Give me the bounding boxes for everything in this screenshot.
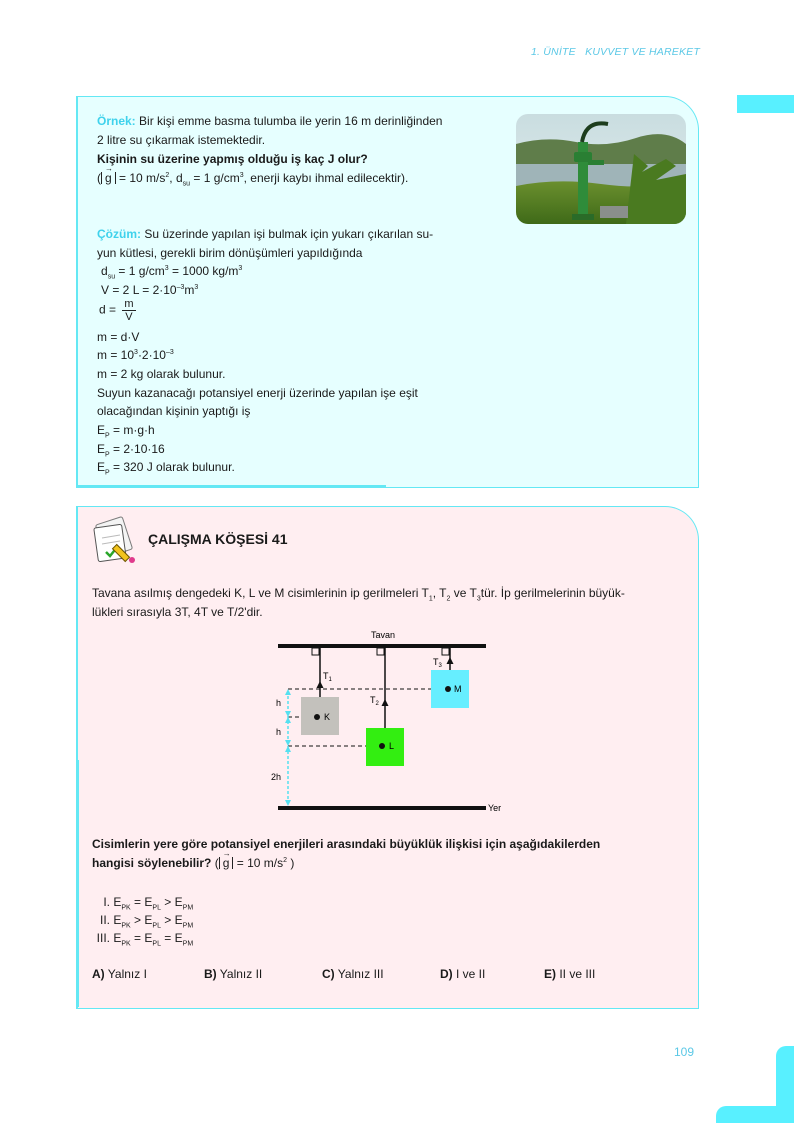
- option-b-text: Yalnız II: [216, 967, 263, 981]
- eq5-a: m = 10: [97, 348, 135, 362]
- hanging-masses-diagram: [260, 625, 520, 826]
- equation-density: $d_{su} = 1$ $g/cm^3 = 1000$ $kg/m^3$: [101, 264, 243, 281]
- intro-d: tür. İp gerilmelerinin büyük-: [480, 586, 625, 600]
- given-g-value: = 10 m/s: [115, 171, 166, 185]
- option-e-text: II ve III: [556, 967, 596, 981]
- option-c-letter: C): [322, 967, 335, 981]
- solution-line3: Suyun kazanacağı potansiyel enerji üzerinde yapılan işe eşit: [97, 386, 418, 400]
- work-corner-title: ÇALIŞMA KÖŞESİ 41: [148, 531, 288, 547]
- st1-op1: =: [130, 895, 145, 909]
- st1-as: PK: [121, 904, 131, 912]
- intro-b: , T: [432, 586, 447, 600]
- work-intro-line1: Tavana asılmış dengedeki K, L ve M cisimlerinin ip gerilmeleri $T_1$, $T_2$ ve $T_3tür$. İp gerilmelerinin büyük-: [92, 586, 625, 603]
- work-intro-line2: lükleri sırasıyla 3T, 4T ve T/2'dir.: [92, 605, 263, 619]
- solution-line2: yun kütlesi, gerekli birim dönüşümleri yapıldığında: [97, 246, 363, 260]
- statement-2: [94, 911, 214, 930]
- option-b-letter: B): [204, 967, 217, 981]
- given-note: , enerji kaybı ihmal edilecektir).: [243, 171, 409, 185]
- eq5-b: ·2·10: [137, 348, 166, 362]
- st2-num: II.: [99, 913, 110, 927]
- height-h2: h: [276, 727, 282, 737]
- st3-as: PK: [121, 940, 131, 948]
- equation-mass3: m = 2 kg olarak bulunur.: [97, 367, 226, 381]
- intro-a: Tavana asılmış dengedeki K, L ve M cisimlerinin ip gerilmeleri T: [92, 586, 429, 600]
- tension-t1: $T_1$: [323, 671, 332, 683]
- equation-energy1: [97, 421, 155, 440]
- frac-den: V: [125, 311, 133, 323]
- question-line1: Cisimlerin yere göre potansiyel enerjileri arasındaki büyüklük ilişkisi için aşağıdakilerden: [92, 837, 601, 851]
- water-pump-photo: [516, 114, 686, 224]
- st3-num: III.: [96, 931, 110, 945]
- st2-b: E: [144, 913, 153, 927]
- st1-a: E: [113, 895, 122, 909]
- corner-decoration-horizontal: [716, 1106, 794, 1123]
- mass-l-label: L: [389, 741, 395, 751]
- equation-mass1: m = d·V: [97, 330, 140, 344]
- solution-label: Çözüm:: [97, 227, 141, 241]
- st3-c: E: [174, 931, 183, 945]
- ep3-sub: P: [105, 469, 110, 477]
- option-d[interactable]: [440, 965, 485, 984]
- chapter-label: KUVVET VE HAREKET: [585, 46, 700, 58]
- solution-line1: [97, 225, 433, 244]
- eq2-sup: –3: [176, 284, 185, 291]
- eq1-b: = 1 g/cm: [115, 264, 165, 278]
- example-question: Kişinin su üzerine yapmış olduğu iş kaç J olur?: [97, 152, 368, 166]
- st2-cs: PM: [182, 922, 194, 930]
- eq2-a: V = 2 L = 2·10: [101, 283, 177, 297]
- example-label: Örnek:: [97, 114, 136, 128]
- st2-op2: >: [160, 913, 175, 927]
- ep1: E: [97, 423, 106, 437]
- eq8: = 2·10·16: [109, 442, 165, 456]
- question-line2: hangisi söylenebilir? (→ g = 10 $m/s^2$ ): [92, 854, 294, 873]
- question-text2: hangisi söylenebilir?: [92, 856, 212, 870]
- q-g-vector: → g: [223, 857, 230, 869]
- st3-bs: PL: [152, 940, 161, 948]
- eq3-a: d =: [99, 302, 120, 317]
- ep3: E: [97, 460, 106, 474]
- mass-k-label: K: [324, 712, 331, 722]
- ep1-sub: P: [105, 432, 110, 440]
- notebook-pencil-icon: [92, 514, 140, 571]
- height-2h: 2h: [271, 772, 282, 782]
- option-a[interactable]: [92, 965, 147, 984]
- option-c[interactable]: [322, 965, 384, 984]
- option-d-text: I ve II: [452, 967, 486, 981]
- example-line1: [97, 112, 442, 131]
- eq1-c: = 1000 kg/m: [168, 264, 239, 278]
- page-number: 109: [673, 1045, 694, 1059]
- eq2-b: m: [184, 283, 195, 297]
- equation-energy2: [97, 440, 165, 459]
- option-b[interactable]: [204, 965, 262, 984]
- statement-3: [90, 929, 214, 948]
- st3-cs: PM: [182, 940, 194, 948]
- frac-num: m: [124, 298, 134, 310]
- equation-energy3: [97, 458, 235, 477]
- given-d-value: = 1 g/cm: [190, 171, 240, 185]
- mass-m-label: M: [454, 684, 462, 694]
- equation-mass2: $m = 10^3\cdot 2\cdot 10^{-3}$: [97, 348, 174, 362]
- st2-as: PK: [121, 922, 131, 930]
- mass-l: [366, 728, 404, 766]
- st1-cs: PM: [182, 904, 194, 912]
- statement-1: [94, 893, 214, 912]
- example-line2: 2 litre su çıkarmak istemektedir.: [97, 133, 266, 147]
- eq1-d: d: [101, 264, 108, 278]
- mass-k: [301, 697, 339, 735]
- running-header: [0, 46, 700, 58]
- height-h1: h: [276, 698, 282, 708]
- example-text1: Bir kişi emme basma tulumba ile yerin 16 m derinliğinden: [135, 114, 443, 128]
- work-corner-accent: [76, 760, 79, 1007]
- st2-c: E: [174, 913, 183, 927]
- st2-op1: >: [130, 913, 145, 927]
- st3-op2: =: [160, 931, 175, 945]
- q-g-value: = 10 m/s: [233, 856, 284, 870]
- solution-line4: olacağından kişinin yaptığı iş: [97, 404, 251, 418]
- eq1-sub: su: [107, 273, 116, 281]
- st2-a: E: [113, 913, 122, 927]
- tension-t2: $T_2$: [370, 695, 379, 707]
- st3-b: E: [144, 931, 153, 945]
- given-d: , d: [169, 171, 183, 185]
- eq9: = 320 J olarak bulunur.: [109, 460, 235, 474]
- st1-op2: >: [160, 895, 175, 909]
- option-d-letter: D): [440, 967, 453, 981]
- option-a-letter: A): [92, 967, 105, 981]
- option-a-text: Yalnız I: [104, 967, 147, 981]
- option-e-letter: E): [544, 967, 556, 981]
- ep2-sub: P: [105, 451, 110, 459]
- ground-label: Yer: [488, 803, 502, 813]
- solution-text1: Su üzerinde yapılan işi bulmak için yukarı çıkarılan su-: [141, 227, 434, 241]
- option-e[interactable]: [544, 965, 595, 984]
- eq7: = m·g·h: [109, 423, 155, 437]
- ep2: E: [97, 442, 106, 456]
- intro-c: ve T: [450, 586, 477, 600]
- st2-bs: PL: [152, 922, 161, 930]
- g-vector: → g: [105, 172, 112, 184]
- st3-a: E: [113, 931, 122, 945]
- st1-b: E: [144, 895, 153, 909]
- unit-label: 1. ÜNİTE: [531, 46, 576, 58]
- tension-t3: $T_3$: [433, 657, 442, 669]
- equation-volume: V = 2 $L = 2\cdot 10^{-3}m^3$: [101, 283, 199, 297]
- st1-num: I.: [103, 895, 110, 909]
- example-box-accent: [76, 485, 386, 488]
- st3-op1: =: [130, 931, 145, 945]
- st1-bs: PL: [152, 904, 161, 912]
- thumb-tab: [737, 95, 794, 113]
- equation-d-fraction: [99, 298, 136, 323]
- example-given: (→ g = 10 $m/s^2$, $d_{su} = 1$ $g/cm^3$, enerji kaybı ihmal edilecektir).: [97, 169, 408, 188]
- st1-c: E: [174, 895, 183, 909]
- ceiling-label: Tavan: [371, 630, 396, 640]
- option-c-text: Yalnız III: [334, 967, 384, 981]
